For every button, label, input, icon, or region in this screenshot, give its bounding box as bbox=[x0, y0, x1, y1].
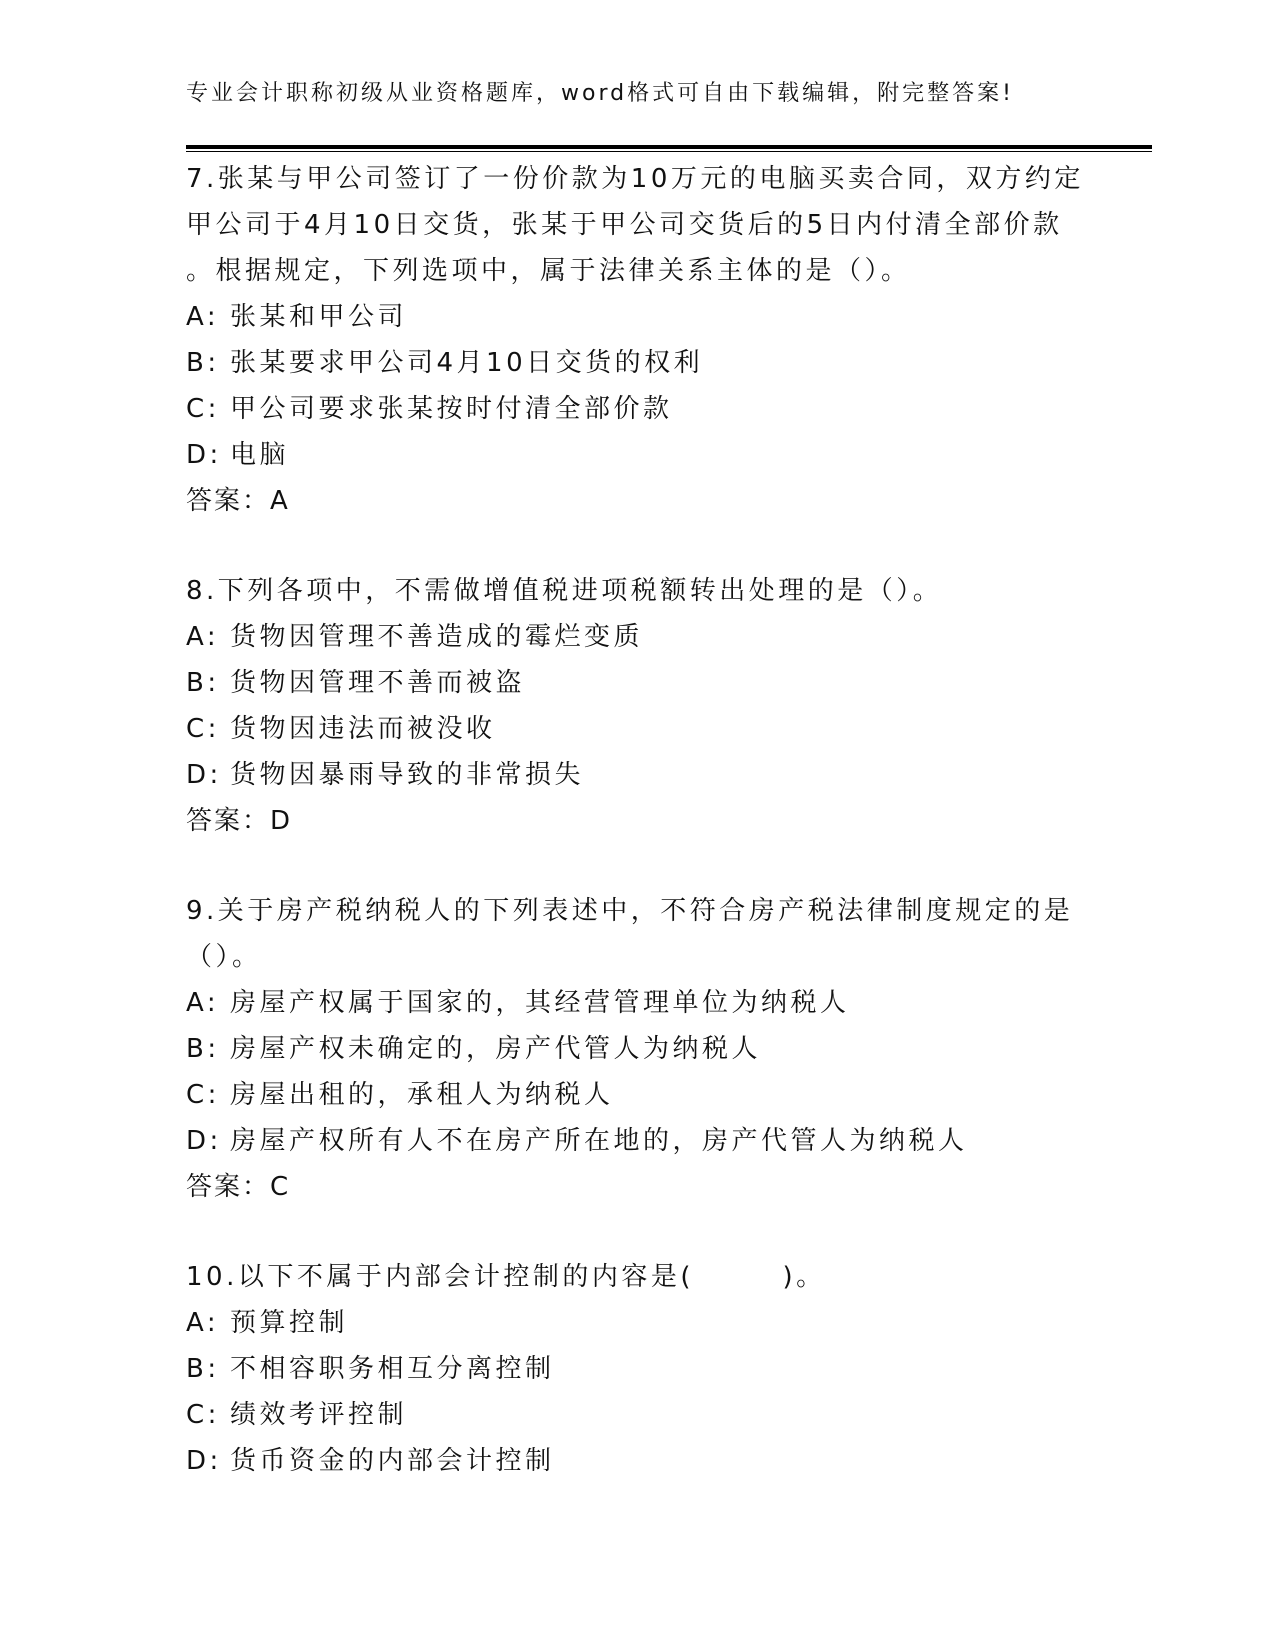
header-rule-thin bbox=[186, 151, 1152, 152]
option-b bbox=[186, 340, 1086, 386]
page-header: 专业会计职称初级从业资格题库，word格式可自由下载编辑，附完整答案! bbox=[186, 81, 1014, 106]
question-8 bbox=[186, 568, 1086, 844]
question-stem-line: 8.下列各项中，不需做增值税进项税额转出处理的是（）。 bbox=[186, 576, 943, 606]
option-letter: B: bbox=[186, 1034, 220, 1064]
option-letter: C: bbox=[186, 1080, 220, 1110]
option-letter: B: bbox=[186, 348, 220, 378]
option-d bbox=[186, 1438, 1086, 1484]
question-stem-line: （）。 bbox=[186, 942, 262, 972]
question-stem-line: 10.以下不属于内部会计控制的内容是( )。 bbox=[186, 1262, 826, 1292]
option-text: 甲公司要求张某按时付清全部价款 bbox=[230, 394, 673, 424]
option-text: 预算控制 bbox=[230, 1308, 349, 1338]
question-stem-line: 甲公司于4月10日交货，张某于甲公司交货后的5日内付清全部价款 bbox=[186, 210, 1063, 240]
option-letter: C: bbox=[186, 714, 220, 744]
option-b bbox=[186, 1026, 1086, 1072]
option-b bbox=[186, 660, 1086, 706]
option-letter: B: bbox=[186, 668, 220, 698]
option-c bbox=[186, 386, 1086, 432]
option-text: 房屋产权所有人不在房产所在地的，房产代管人为纳税人 bbox=[230, 1126, 968, 1156]
option-text: 货物因管理不善而被盗 bbox=[230, 668, 526, 698]
option-text: 电脑 bbox=[230, 440, 290, 470]
option-text: 绩效考评控制 bbox=[230, 1400, 408, 1430]
option-text: 货物因违法而被没收 bbox=[230, 714, 496, 744]
option-a bbox=[186, 294, 1086, 340]
option-c bbox=[186, 706, 1086, 752]
option-letter: C: bbox=[186, 394, 220, 424]
option-text: 张某要求甲公司4月10日交货的权利 bbox=[230, 348, 704, 378]
option-text: 张某和甲公司 bbox=[230, 302, 408, 332]
question-list bbox=[186, 156, 1086, 1528]
option-letter: A: bbox=[186, 302, 220, 332]
option-a bbox=[186, 1300, 1086, 1346]
option-b bbox=[186, 1346, 1086, 1392]
option-letter: D: bbox=[186, 1446, 222, 1476]
option-d bbox=[186, 752, 1086, 798]
option-text: 不相容职务相互分离控制 bbox=[230, 1354, 555, 1384]
option-letter: C: bbox=[186, 1400, 220, 1430]
option-letter: D: bbox=[186, 440, 222, 470]
answer: 答案：C bbox=[186, 1172, 291, 1202]
question-10 bbox=[186, 1254, 1086, 1484]
option-c bbox=[186, 1072, 1086, 1118]
header-rule-thick bbox=[186, 145, 1152, 149]
option-text: 货物因管理不善造成的霉烂变质 bbox=[230, 622, 644, 652]
option-d bbox=[186, 432, 1086, 478]
option-letter: A: bbox=[186, 988, 220, 1018]
option-c bbox=[186, 1392, 1086, 1438]
question-9 bbox=[186, 888, 1086, 1210]
option-letter: B: bbox=[186, 1354, 220, 1384]
option-letter: A: bbox=[186, 1308, 220, 1338]
question-7 bbox=[186, 156, 1086, 524]
question-stem-line: 7.张某与甲公司签订了一份价款为10万元的电脑买卖合同，双方约定 bbox=[186, 164, 1084, 194]
option-text: 货币资金的内部会计控制 bbox=[230, 1446, 555, 1476]
question-stem-line: 9.关于房产税纳税人的下列表述中，不符合房产税法律制度规定的是 bbox=[186, 896, 1074, 926]
answer: 答案：A bbox=[186, 486, 290, 516]
question-stem-line: 。根据规定，下列选项中，属于法律关系主体的是（）。 bbox=[186, 256, 911, 286]
option-a bbox=[186, 980, 1086, 1026]
option-text: 货物因暴雨导致的非常损失 bbox=[230, 760, 585, 790]
option-text: 房屋产权属于国家的，其经营管理单位为纳税人 bbox=[230, 988, 850, 1018]
option-text: 房屋出租的，承租人为纳税人 bbox=[230, 1080, 614, 1110]
answer: 答案：D bbox=[186, 806, 293, 836]
option-text: 房屋产权未确定的，房产代管人为纳税人 bbox=[230, 1034, 762, 1064]
option-a bbox=[186, 614, 1086, 660]
option-letter: D: bbox=[186, 1126, 222, 1156]
option-letter: A: bbox=[186, 622, 220, 652]
option-d bbox=[186, 1118, 1086, 1164]
option-letter: D: bbox=[186, 760, 222, 790]
